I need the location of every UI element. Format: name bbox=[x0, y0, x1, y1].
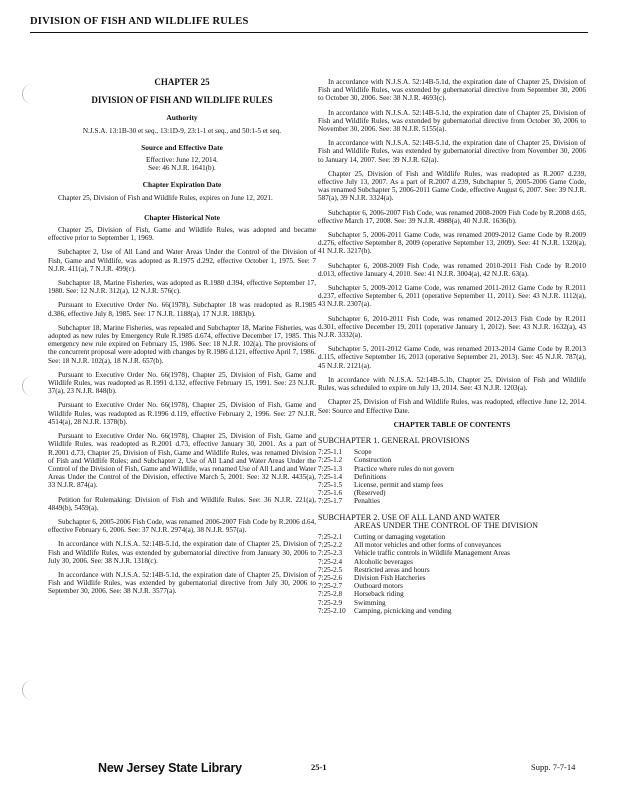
history-paragraph: Pursuant to Executive Order No. 66(1978), Chapter 25, Division of Fish, Game and Wildlife Rules, was readopted as R.1996 d.119, effective February 2, 1996. See: 27 N.J.R. 4514(a), 28 N.J.R. 1378(b). bbox=[48, 401, 316, 426]
toc-entry bbox=[318, 590, 586, 598]
history-paragraph: Subchapter 6, 2006-2007 Fish Code, was renamed 2008-2009 Fish Code by R.2008 d.65, effective March 17, 2008. See: 39 N.J.R. 4988(a), 40 N.J.R. 1636(b). bbox=[318, 208, 586, 225]
toc-section-title: Penalties bbox=[354, 497, 380, 506]
source-heading: Source and Effective Date bbox=[141, 142, 223, 152]
toc-section-title: Outboard motors bbox=[354, 582, 403, 591]
toc-section-number: 7:25-2.7 bbox=[318, 582, 343, 591]
history-paragraph: Subchapter 6, 2005-2006 Fish Code, was renamed 2006-2007 Fish Code by R.2006 d.64, effective February 6, 2006. See: 37 N.J.R. 2974(a), 38 N.J.R. 957(a). bbox=[48, 517, 316, 535]
toc-entry bbox=[318, 456, 586, 464]
toc-entry bbox=[318, 497, 586, 505]
toc-section-title: License, permit and stamp fees bbox=[354, 480, 444, 489]
toc-entry bbox=[318, 558, 586, 566]
history-paragraph: Subchapter 2, Use of All Land and Water Areas Under the Control of the Division of Fish, Game and Wildlife, was adopted as R.1975 d.292, effective October 1, 1975. See: 7 N.J.R. 411(a), 7 N.J.R. 499(c). bbox=[48, 248, 316, 273]
historical-note-heading: Chapter Historical Note bbox=[144, 212, 220, 222]
supplement-date: Supp. 7-7-14 bbox=[531, 762, 576, 772]
history-paragraph: Subchapter 18, Marine Fisheries, was repealed and Subchapter 18, Marine Fisheries, was adopted as new rules by Emergency Rule R.1985 d.674, effective December 17, 1985. This emergency new rule expired on February 15, 1986. See: 18 N.J.R. 102(a). The provisions of the concurrent proposal were adopted with changes by R.1986 d.121, effective April 7, 1986. See: 18 N.J.R. 102(a), 18 N.J.R. 657(b). bbox=[48, 323, 316, 365]
right-column bbox=[318, 78, 586, 623]
toc-section-number: 7:25-2.9 bbox=[318, 598, 343, 607]
toc-section-title: Alcoholic beverages bbox=[354, 557, 413, 566]
authority-heading: Authority bbox=[166, 113, 198, 123]
toc-section-number: 7:25-1.3 bbox=[318, 464, 343, 473]
expiration-text: Chapter 25, Division of Fish and Wildlife Rules, expires on June 12, 2021. bbox=[58, 193, 273, 202]
running-head: DIVISION OF FISH AND WILDLIFE RULES bbox=[30, 16, 249, 27]
toc-section-title: Definitions bbox=[354, 472, 387, 481]
history-paragraph: In accordance with N.J.S.A. 52:14B-5.1d, the expiration date of Chapter 25, Division of Fish and Wildlife Rules, was extended by gubernatorial directive from November 30, 2006 to January 14, 2007. See: 39 N.J.R. 62(a). bbox=[318, 139, 586, 164]
toc-section-title: Construction bbox=[354, 456, 392, 465]
toc-section-title: Practice where rules do not govern bbox=[354, 464, 454, 473]
toc-section-number: 7:25-2.5 bbox=[318, 565, 343, 574]
history-paragraph: In accordance with N.J.S.A. 52:14B-5.1d, the expiration date of Chapter 25, Division of Fish and Wildlife Rules, was extended by gubernatorial directive from July 30, 2006 to September 30, 2006. See: 38 N.J.R. 3577(a). bbox=[48, 570, 316, 596]
toc-section-number: 7:25-2.4 bbox=[318, 557, 343, 566]
toc-entry bbox=[318, 448, 586, 456]
toc-entry bbox=[318, 533, 586, 541]
subchapter-1-title: SUBCHAPTER 1. GENERAL PROVISIONS bbox=[318, 435, 470, 445]
toc-section-title: Cutting or damaging vegetation bbox=[354, 532, 446, 541]
subchapter-2-title bbox=[318, 514, 586, 530]
subchapter-2-title-line1: SUBCHAPTER 2. USE OF ALL LAND AND WATER bbox=[318, 512, 500, 522]
toc-section-number: 7:25-2.2 bbox=[318, 541, 343, 550]
history-paragraph: Subchapter 5, 2006-2011 Game Code, was renamed 2009-2012 Game Code by R.2009 d.276, effective September 8, 2009 (operative September 13, 2009). See: 41 N.J.R. 1320(a), 41 N.J.R. 3217(b). bbox=[318, 231, 586, 256]
history-paragraph: Subchapter 6, 2010-2011 Fish Code, was renamed 2012-2013 Fish Code by R.2011 d.301, effective December 19, 2011 (operative January 1, 2012). See: 43 N.J.R. 1632(a), 43 N.J.R. 3332(a). bbox=[318, 314, 586, 340]
subchapter-1-list bbox=[318, 448, 586, 505]
toc-section-number: 7:25-2.6 bbox=[318, 573, 343, 582]
toc-section-title: (Reserved) bbox=[354, 489, 386, 498]
toc-entry bbox=[318, 473, 586, 481]
history-paragraph: Subchapter 6, 2008-2009 Fish Code, was renamed 2010-2011 Fish Code by R.2010 d.013, effective January 4, 2010. See: 41 N.J.R. 3004(a), 42 N.J.R. 63(a). bbox=[318, 261, 586, 278]
expiration-heading: Chapter Expiration Date bbox=[142, 180, 222, 190]
toc-entry bbox=[318, 465, 586, 473]
source-effective: Effective: June 12, 2014. bbox=[146, 156, 218, 165]
toc-entry bbox=[318, 566, 586, 574]
toc-section-title: Restricted areas and hours bbox=[354, 565, 430, 574]
toc-heading: CHAPTER TABLE OF CONTENTS bbox=[393, 419, 511, 429]
header-rule bbox=[30, 32, 588, 33]
toc-section-number: 7:25-1.6 bbox=[318, 489, 343, 498]
subchapter-2-title-line2: AREAS UNDER THE CONTROL OF THE DIVISION bbox=[354, 520, 539, 530]
toc-section-number: 7:25-1.4 bbox=[318, 472, 343, 481]
chapter-number: CHAPTER 25 bbox=[154, 77, 210, 87]
history-paragraph: Chapter 25, Division of Fish, Game and Wildlife Rules, was adopted and became effective prior to September 1, 1969. bbox=[48, 226, 316, 243]
toc-section-title: Scope bbox=[354, 448, 372, 457]
toc-entry bbox=[318, 574, 586, 582]
toc-entry bbox=[318, 481, 586, 489]
punch-hole-mark bbox=[22, 376, 35, 396]
history-paragraph: Pursuant to Executive Order No. 66(1978), Chapter 25, Division of Fish, Game and Wildlife Rules, was readopted as R.1991 d.132, effective February 15, 1991. See: 23 N.J.R. 37(a), 23 N.J.R. 848(b). bbox=[48, 370, 316, 396]
toc-section-number: 7:25-2.1 bbox=[318, 532, 343, 541]
toc-entry bbox=[318, 541, 586, 549]
toc-section-title: Vehicle traffic controls in Wildlife Management Areas bbox=[354, 549, 510, 558]
chapter-title: DIVISION OF FISH AND WILDLIFE RULES bbox=[91, 95, 273, 106]
toc-section-title: Horseback riding bbox=[354, 590, 404, 599]
toc-section-number: 7:25-1.5 bbox=[318, 480, 343, 489]
history-paragraph: Subchapter 5, 2011-2012 Game Code, was renamed 2013-2014 Game Code by R.2013 d.115, effective September 16, 2013 (operative September 21, 2013). See: 45 N.J.R. 787(a), 45 N.J.R. 2121(a). bbox=[318, 345, 586, 370]
history-paragraph: Chapter 25, Division of Fish and Wildlife Rules, was readopted as R.2007 d.239, effective July 13, 2007. As a part of R.2007 d.239, Subchapter 5, 2005-2006 Game Code, was renamed Subchapter 5, 2006-2011 Game Code, effective August 6, 2007. See: 39 N.J.R. 587(a), 39 N.J.R. 3324(a). bbox=[318, 169, 586, 203]
toc-entry bbox=[318, 489, 586, 497]
library-watermark: New Jersey State Library bbox=[98, 761, 242, 775]
toc-section-number: 7:25-2.3 bbox=[318, 549, 343, 558]
history-paragraph: Petition for Rulemaking: Division of Fish and Wildlife Rules. See: 36 N.J.R. 221(a), 4849(b), 5459(a). bbox=[48, 495, 316, 512]
toc-entry bbox=[318, 607, 586, 615]
history-paragraph: In accordance with N.J.S.A. 52:14B-5.1b, Chapter 25, Division of Fish and Wildlife Rules, was scheduled to expire on July 13, 2014. See: 43 N.J.R. 1203(a). bbox=[318, 375, 586, 393]
history-paragraph: Subchapter 18, Marine Fisheries, was adopted as R.1980 d.394, effective September 17, 1980. See: 12 N.J.R. 312(a), 12 N.J.R. 576(c). bbox=[48, 279, 316, 296]
history-paragraph: Pursuant to Executive Order No. 66(1978), Chapter 25, Division of Fish, Game and Wildlife Rules, was readopted as R.2001 d.73, effective January 30, 2001. As a part of R.2001 d.73, Chapter 25, Division of Fish, Game and Wildlife Rules, was renamed Division of Fish and Wildlife Rules; and Subchapter 2, Use of All Land and Water Areas Under the Control of the Division of Fish, Game and Wildlife, was renamed Use of All Land and Water Areas Under the Control of the Division, effective March 5, 2001. See: 32 N.J.R. 4435(a), 33 N.J.R. 874(a). bbox=[48, 432, 316, 490]
toc-section-title: All motor vehicles and other forms of conveyances bbox=[354, 541, 502, 550]
history-paragraph: In accordance with N.J.S.A. 52:14B-5.1d, the expiration date of Chapter 25, Division of Fish and Wildlife Rules, was extended by gubernatorial directive from January 30, 2006 to July 30, 2006. See: 38 N.J.R. 1318(c). bbox=[48, 540, 316, 565]
toc-section-title: Division Fish Hatcheries bbox=[354, 573, 426, 582]
punch-hole-mark bbox=[22, 680, 35, 700]
history-paragraph: Pursuant to Executive Order No. 66(1978), Subchapter 18 was readopted as R.1985 d.386, effective July 8, 1985. See: 17 N.J.R. 1188(a), 17 N.J.R. 1883(b). bbox=[48, 301, 316, 318]
toc-section-title: Swimming bbox=[354, 598, 386, 607]
toc-section-number: 7:25-1.2 bbox=[318, 456, 343, 465]
toc-section-number: 7:25-1.7 bbox=[318, 497, 343, 506]
left-column bbox=[48, 78, 316, 602]
toc-section-number: 7:25-1.1 bbox=[318, 448, 343, 457]
history-paragraph: Subchapter 5, 2009-2012 Game Code, was renamed 2011-2012 Game Code by R.2011 d.237, effective September 6, 2011 (operative September 11, 2011). See: 43 N.J.R. 1112(a), 43 N.J.R. 2307(a). bbox=[318, 284, 586, 309]
toc-entry bbox=[318, 599, 586, 607]
page-number: 25-1 bbox=[311, 762, 327, 772]
toc-section-number: 7:25-2.10 bbox=[318, 606, 346, 615]
toc-entry bbox=[318, 582, 586, 590]
toc-entry bbox=[318, 549, 586, 557]
subchapter-2-list bbox=[318, 533, 586, 615]
toc-section-title: Camping, picnicking and vending bbox=[354, 606, 452, 615]
history-paragraph: In accordance with N.J.S.A. 52:14B-5.1d, the expiration date of Chapter 25, Division of Fish and Wildlife Rules, was extended by gubernatorial directive from September 30, 2006 to October 30, 2006. See: 38 N.J.R. 4693(c). bbox=[318, 78, 586, 103]
source-see: See: 46 N.J.R. 1641(b). bbox=[148, 164, 216, 173]
toc-section-number: 7:25-2.8 bbox=[318, 590, 343, 599]
history-paragraph: Chapter 25, Division of Fish and Wildlife Rules, was readopted, effective June 12, 2014. See: Source and Effective Date. bbox=[318, 398, 586, 415]
authority-text: N.J.S.A. 13:1B-30 et seq., 13:1D-9, 23:1-1 et seq., and 50:1-5 et seq. bbox=[82, 126, 282, 135]
punch-hole-mark bbox=[22, 84, 35, 104]
history-paragraph: In accordance with N.J.S.A. 52:14B-5.1d, the expiration date of Chapter 25, Division of Fish and Wildlife Rules, was extended by gubernatorial directive from October 30, 2006 to November 30, 2006. See: 38 N.J.R. 5155(a). bbox=[318, 108, 586, 134]
